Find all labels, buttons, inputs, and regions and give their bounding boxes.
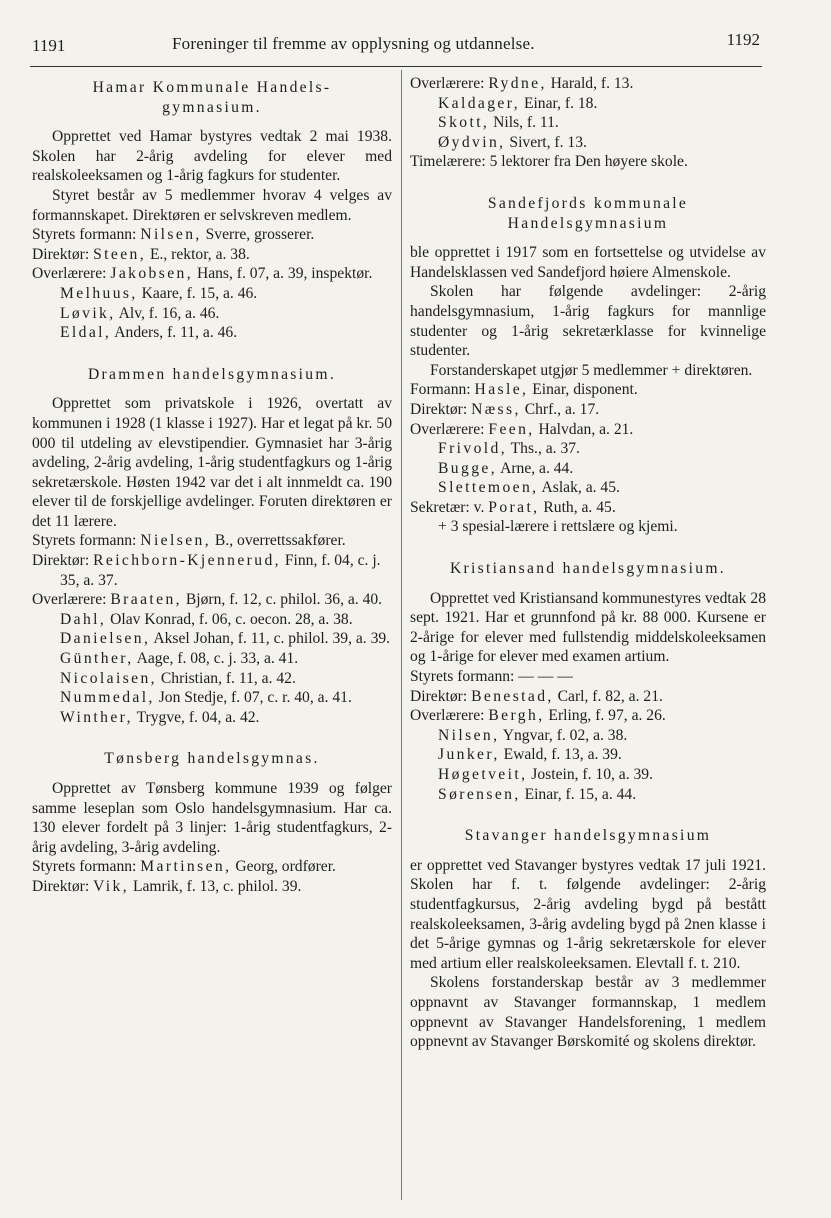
kristiansand-overlaerer-5: Sørensen, Einar, f. 15, a. 44.: [438, 785, 637, 803]
hamar-overlaerer-2: Melhuus, Kaare, f. 15, a. 46.: [60, 284, 258, 302]
drammen-overlaerer-6: Nummedal, Jon Stedje, f. 07, c. r. 40, a. 41.: [60, 689, 352, 707]
drammen-paragraph-1: Opprettet som privatskole i 1926, overtatt av kommunen i 1928 (1 klasse i 1927). Har et legat på kr. 50 000 til utdeling av elevstipendier. Gymnasiet har 3-årig avdeling, 2-årig avdeling, 1-årig studentfagkurs og 1-årig sekretærskole. Høsten 1942 var det i alt innmeldt ca. 190 elever til de forskjellige avdelinger. Foruten direktøren er det 11 lærere.: [32, 395, 392, 530]
hamar-overlaerer-3: Løvik, Alv, f. 16, a. 46.: [60, 304, 220, 322]
drammen-formann: Styrets formann: Nielsen, B., overrettssakfører.: [32, 532, 346, 550]
section-title-sandefjord: Sandefjords kommunale Handelsgymnasium: [487, 194, 689, 232]
header-rule: [30, 66, 762, 67]
drammen-direktor: Direktør: Reichborn-Kjennerud, Finn, f. 04, c. j. 35, a. 37.: [32, 552, 381, 589]
section-title-drammen: Drammen handelsgymnasium.: [87, 365, 337, 383]
section-title-tonsberg: Tønsberg handelsgymnas.: [104, 750, 320, 768]
section-title-hamar: Hamar Kommunale Handels-gymnasium.: [92, 79, 332, 116]
sandefjord-paragraph-3: Forstanderskapet utgjør 5 medlemmer + direktøren.: [430, 361, 753, 379]
section-title-kristiansand: Kristiansand handelsgymnasium.: [449, 560, 727, 578]
kristiansand-paragraph-1: Opprettet ved Kristiansand kommunestyres vedtak 28 sept. 1921. Har et grunnfond på kr. 88 000. Kursene er 2-årige for elever med fullstendig middelskoleeksamen og 1-årige for elever med examen artium.: [410, 589, 766, 666]
sandefjord-overlaerer-1: Overlærere: Feen, Halvdan, a. 21.: [410, 420, 634, 438]
tonsberg-paragraph-1: Opprettet av Tønsberg kommune 1939 og følger samme leseplan som Oslo handelsgymnasium. Har ca. 130 elever fordelt på 3 linjer: 1-årig studentfagkurs, 2-årig avdeling, 3-årig avdeling.: [32, 780, 392, 856]
right-column: [410, 74, 766, 1052]
hamar-paragraph-1: Opprettet ved Hamar bystyres vedtak 2 mai 1938. Skolen har 2-årig avdeling for elever med realskoleeksamen og 1-årig fagkurs for studenter.: [32, 128, 392, 185]
sandefjord-direktor: Direktør: Næss, Chrf., a. 17.: [410, 400, 600, 418]
tonsberg-direktor: Direktør: Vik, Lamrik, f. 13, c. philol. 39.: [32, 877, 302, 895]
sandefjord-formann: Formann: Hasle, Einar, disponent.: [410, 381, 638, 399]
sandefjord-overlaerer-3: Bugge, Arne, a. 44.: [438, 459, 574, 477]
column-divider: [401, 70, 402, 1200]
kristiansand-overlaerer-1: Overlærere: Bergh, Erling, f. 97, a. 26.: [410, 707, 666, 725]
running-title: Foreninger til fremme av opplysning og utdannelse.: [172, 34, 535, 53]
hamar-overlaerer-4: Eldal, Anders, f. 11, a. 46.: [60, 324, 238, 342]
page-number-left: 1191: [32, 36, 66, 55]
sandefjord-sekretaer: Sekretær: v. Porat, Ruth, a. 45.: [410, 498, 616, 516]
kristiansand-direktor: Direktør: Benestad, Carl, f. 82, a. 21.: [410, 687, 663, 705]
kristiansand-overlaerer-3: Junker, Ewald, f. 13, a. 39.: [438, 746, 622, 764]
tonsberg-formann: Styrets formann: Martinsen, Georg, ordfører.: [32, 858, 336, 876]
hamar-overlaerer-1: Overlærere: Jakobsen, Hans, f. 07, a. 39, inspektør.: [32, 265, 373, 283]
drammen-overlaerer-4: Günther, Aage, f. 08, c. j. 33, a. 41.: [60, 650, 299, 668]
sandefjord-paragraph-2: Skolen har følgende avdelinger: 2-årig handelsgymnasium, 1-årig fagkurs for mannlige studenter og 1-årig sekretærklasse for kvinnelige studenter.: [410, 283, 766, 360]
drammen-overlaerer-1: Overlærere: Braaten, Bjørn, f. 12, c. philol. 36, a. 40.: [32, 591, 383, 609]
left-column: [32, 74, 392, 897]
sandefjord-extra: + 3 spesial-lærere i rettslære og kjemi.: [438, 518, 678, 536]
page-number-right: 1192: [726, 30, 760, 49]
hamar-formann: Styrets formann: Nilsen, Sverre, grosserer.: [32, 226, 315, 244]
stav-cont-overlaerer-3: Skott, Nils, f. 11.: [438, 114, 559, 132]
kristiansand-overlaerer-4: Høgetveit, Jostein, f. 10, a. 39.: [438, 766, 654, 783]
drammen-overlaerer-7: Winther, Trygve, f. 04, a. 42.: [60, 708, 260, 726]
drammen-overlaerer-5: Nicolaisen, Christian, f. 11, a. 42.: [60, 669, 296, 687]
stav-cont-overlaerer-1: Overlærere: Rydne, Harald, f. 13.: [410, 75, 634, 92]
stavanger-paragraph-1: er opprettet ved Stavanger bystyres vedtak 17 juli 1921. Skolen har f. t. følgende avdelinger: 2-årig studentfagkursus, 2-årig avdeling bygd på bestått realskoleeksamen, 3-årig avdeling bygd på 2nen klasse i det 5-årige gymnas og 1-årig sekretærskole for elever med artium eller realskoleeksamen. Elevtall f. t. 210.: [410, 856, 766, 972]
stav-cont-timelaerere: Timelærere: 5 lektorer fra Den høyere skole.: [410, 153, 688, 171]
stav-cont-overlaerer-4: Øydvin, Sivert, f. 13.: [438, 133, 587, 151]
drammen-overlaerer-3: Danielsen, Aksel Johan, f. 11, c. philol. 39, a. 39.: [60, 630, 391, 648]
sandefjord-overlaerer-2: Frivold, Ths., a. 37.: [438, 440, 580, 458]
sandefjord-paragraph-1: ble opprettet i 1917 som en fortsettelse og utvidelse av Handelsklassen ved Sandefjord høiere Almenskole.: [410, 244, 766, 281]
hamar-direktor: Direktør: Steen, E., rektor, a. 38.: [32, 245, 250, 263]
page-header: [32, 32, 760, 60]
stav-cont-overlaerer-2: Kaldager, Einar, f. 18.: [438, 94, 598, 112]
kristiansand-formann: Styrets formann: — — —: [410, 668, 573, 686]
sandefjord-overlaerer-4: Slettemoen, Aslak, a. 45.: [438, 479, 620, 497]
kristiansand-overlaerer-2: Nilsen, Yngvar, f. 02, a. 38.: [438, 726, 628, 744]
drammen-overlaerer-2: Dahl, Olav Konrad, f. 06, c. oecon. 28, a. 38.: [60, 610, 353, 628]
stavanger-paragraph-2: Skolens forstanderskap består av 3 medlemmer oppnavnt av Stavanger formannskap, 1 medlem oppnevnt av Stavanger Handelsforening, 1 medlem oppnevnt av Stavanger Børskomité og skolens direktør.: [410, 974, 766, 1051]
section-title-stavanger: Stavanger handelsgymnasium: [464, 827, 712, 845]
hamar-paragraph-2: Styret består av 5 medlemmer hvorav 4 velges av formannskapet. Direktøren er selvskreven medlem.: [32, 186, 392, 224]
